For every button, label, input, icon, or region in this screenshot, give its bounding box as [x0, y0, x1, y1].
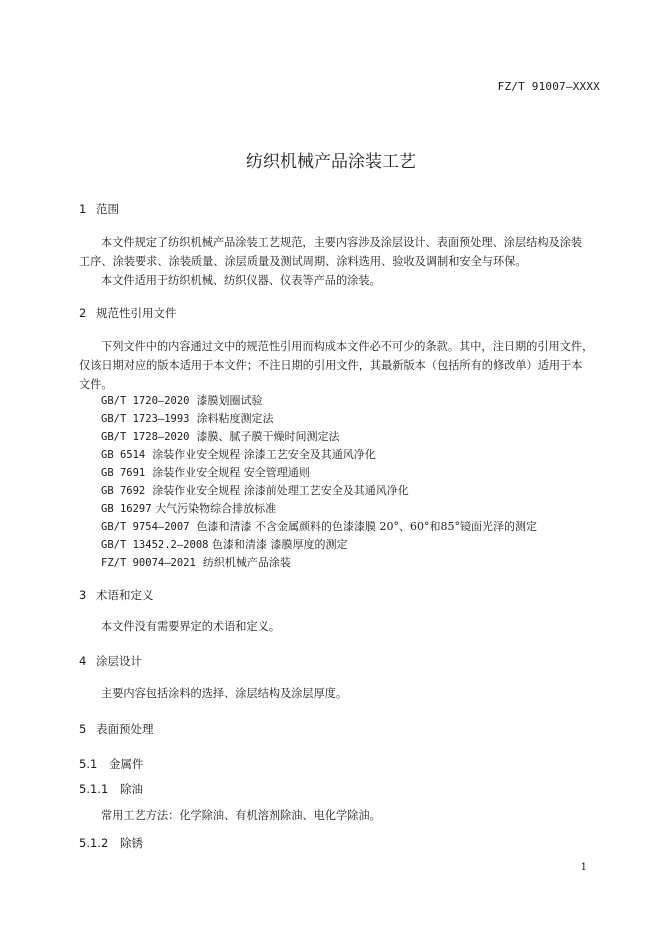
paragraph-line: 本文件规定了纺织机械产品涂装工艺规范，主要内容涉及涂层设计、表面预处理、涂层结构及涂装 [101, 236, 583, 249]
document-title: 纺织机械产品涂装工艺 [246, 152, 416, 172]
section-5-heading [79, 721, 154, 737]
section-title: 范围 [96, 202, 119, 216]
section-number: 5.1.1 [79, 782, 109, 796]
reference-item: GB/T 13452.2—2008 色漆和清漆 漆膜厚度的测定 [101, 538, 348, 551]
reference-item: GB/T 1723—1993 涂料粘度测定法 [101, 412, 274, 425]
section-3-paragraph-1 [79, 617, 602, 636]
reference-item: FZ/T 90074—2021 纺织机械产品涂装 [101, 556, 291, 569]
paragraph-line: 主要内容包括涂料的选择、涂层结构及涂层厚度。 [101, 687, 348, 700]
section-4-heading [79, 653, 142, 669]
paragraph-line: 文件。 [79, 378, 113, 391]
subsection-5-1-1-paragraph-1 [79, 806, 602, 825]
paragraph-line: 常用工艺方法：化学除油、有机溶剂除油、电化学除油。 [101, 809, 381, 822]
paragraph-line: 工序、涂装要求、涂装质量、涂层质量及测试周期、涂料选用、验收及调制和安全与环保。 [79, 255, 527, 268]
reference-item: GB 16297 大气污染物综合排放标准 [101, 502, 277, 515]
section-4-paragraph-1 [79, 684, 602, 703]
section-title: 规范性引用文件 [96, 306, 177, 320]
reference-item: GB 7691 涂装作业安全规程 安全管理通则 [101, 466, 310, 479]
section-title: 表面预处理 [96, 722, 154, 736]
paragraph-line: 本文件适用于纺织机械、纺织仪器、仪表等产品的涂装。 [101, 274, 381, 287]
subsection-5-1-heading [79, 756, 144, 772]
section-1-heading [79, 201, 119, 217]
section-2-paragraph-1 [79, 337, 602, 394]
reference-item: GB 6514 涂装作业安全规程 涂漆工艺安全及其通风净化 [101, 448, 376, 461]
section-title: 除锈 [120, 836, 143, 850]
section-number: 5.1 [79, 757, 98, 771]
reference-item: GB/T 1720—2020 漆膜划圈试验 [101, 394, 263, 407]
section-number: 1 [79, 202, 87, 216]
reference-item: GB 7692 涂装作业安全规程 涂漆前处理工艺安全及其通风净化 [101, 484, 409, 497]
section-2-heading [79, 305, 177, 321]
paragraph-line: 下列文件中的内容通过文中的规范性引用而构成本文件必不可少的条款。其中，注日期的引用文件， [101, 340, 594, 353]
reference-item: GB/T 1728—2020 漆膜、腻子膜干燥时间测定法 [101, 430, 340, 443]
section-1-paragraph-1 [79, 233, 602, 290]
subsection-5-1-2-heading [79, 835, 143, 851]
paragraph-line: 本文件没有需要界定的术语和定义。 [101, 620, 281, 633]
section-number: 5 [79, 722, 87, 736]
reference-item: GB/T 9754—2007 色漆和清漆 不含金属颜料的色漆漆膜 20°、60°和85°镜面光泽的测定 [101, 520, 537, 533]
section-number: 2 [79, 306, 87, 320]
section-title: 金属件 [109, 757, 144, 771]
section-title: 术语和定义 [96, 588, 154, 602]
section-number: 4 [79, 654, 87, 668]
section-title: 除油 [120, 782, 143, 796]
subsection-5-1-1-heading [79, 781, 143, 797]
section-title: 涂层设计 [96, 654, 142, 668]
section-3-heading [79, 587, 154, 603]
section-number: 5.1.2 [79, 836, 109, 850]
standard-code: FZ/T 91007—XXXX [497, 80, 600, 93]
section-number: 3 [79, 588, 87, 602]
page-number: 1 [580, 862, 587, 873]
paragraph-line: 仅该日期对应的版本适用于本文件；不注日期的引用文件，其最新版本（包括所有的修改单）适用于本 [79, 359, 583, 372]
